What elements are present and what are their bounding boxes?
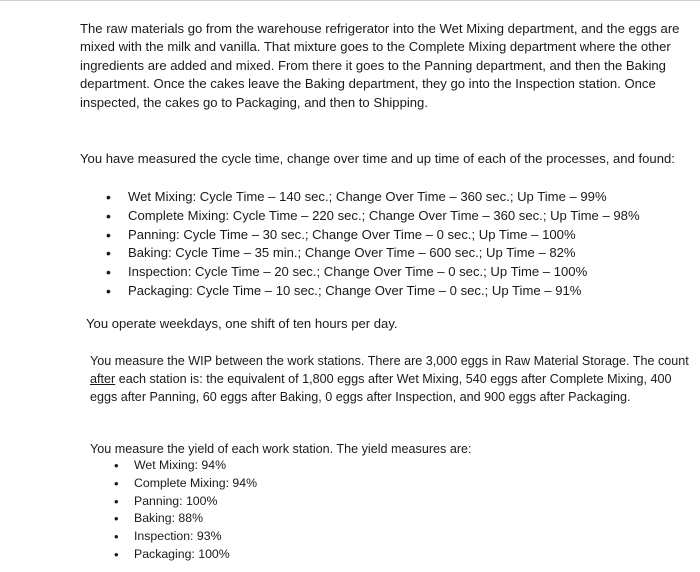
list-item: • Complete Mixing: Cycle Time – 220 sec.; Change Over Time – 360 sec.; Up Time – 98% <box>106 207 640 226</box>
yield-intro-paragraph: You measure the yield of each work station. The yield measures are: <box>90 442 472 456</box>
list-item: • Packaging: 100% <box>114 546 257 564</box>
top-edge-line <box>0 0 700 1</box>
list-item: • Packaging: Cycle Time – 10 sec.; Change Over Time – 0 sec.; Up Time – 91% <box>106 282 640 301</box>
list-item: • Baking: 88% <box>114 510 257 528</box>
wip-text-end: each station is: the equivalent of 1,800 eggs after Wet Mixing, 540 eggs after Complete Mixing, 400 eggs after Panning, 60 eggs after Baking, 0 eggs after Inspection, and 900 eggs after Packaging. <box>90 372 672 404</box>
list-item: • Inspection: Cycle Time – 20 sec.; Change Over Time – 0 sec.; Up Time – 100% <box>106 263 640 282</box>
wip-underlined-word: after <box>90 372 116 386</box>
yield-list <box>114 457 257 564</box>
list-item: • Baking: Cycle Time – 35 min.; Change Over Time – 600 sec.; Up Time – 82% <box>106 244 640 263</box>
operating-schedule-paragraph: You operate weekdays, one shift of ten hours per day. <box>86 316 398 331</box>
process-flow-paragraph: The raw materials go from the warehouse refrigerator into the Wet Mixing department, and the eggs are mixed with the milk and vanilla. That mixture goes to the Complete Mixing department where the other ingredients are added and mixed. From there it goes to the Panning department, and then the Baking department. Once the cakes leave the Baking department, they go into the Inspection station. Once inspected, the cakes go to Packaging, and then to Shipping. <box>80 21 680 110</box>
wip-text-start: You measure the WIP between the work stations. There are 3,000 eggs in Raw Material Storage. The count <box>90 354 689 368</box>
list-item: • Panning: Cycle Time – 30 sec.; Change Over Time – 0 sec.; Up Time – 100% <box>106 226 640 245</box>
list-item: • Wet Mixing: Cycle Time – 140 sec.; Change Over Time – 360 sec.; Up Time – 99% <box>106 188 640 207</box>
list-item: • Panning: 100% <box>114 493 257 511</box>
measurements-intro-paragraph: You have measured the cycle time, change over time and up time of each of the processes, and found: <box>80 151 675 166</box>
list-item: • Wet Mixing: 94% <box>114 457 257 475</box>
list-item: • Inspection: 93% <box>114 528 257 546</box>
list-item: • Complete Mixing: 94% <box>114 475 257 493</box>
process-metrics-list <box>106 188 640 301</box>
wip-paragraph <box>90 352 690 406</box>
